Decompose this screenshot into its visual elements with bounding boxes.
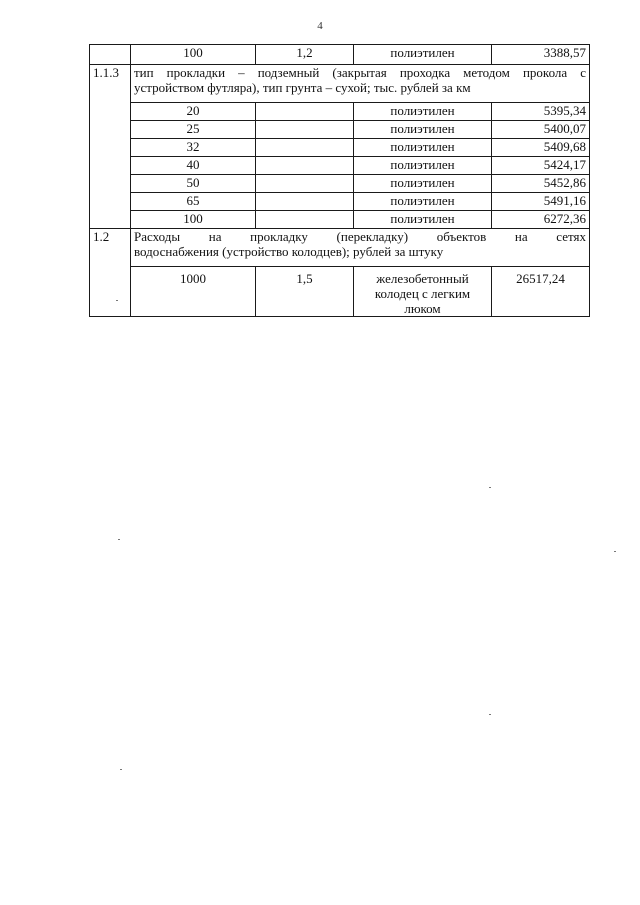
scan-speck xyxy=(489,714,491,715)
material-cell: полиэтилен xyxy=(354,175,492,193)
section-number-cell: 1.2 xyxy=(90,229,131,317)
price-cell: 26517,24 xyxy=(492,267,590,317)
scan-speck xyxy=(118,539,120,540)
material-cell: полиэтилен xyxy=(354,157,492,175)
section-title-line: устройством футляра), тип грунта – сухой; тыс. рублей за км xyxy=(134,80,471,95)
scan-speck xyxy=(614,551,616,552)
section-title-line: Расходы на прокладку (перекладку) объектов на сетях xyxy=(134,229,586,244)
depth-cell xyxy=(256,121,354,139)
table-row xyxy=(90,139,590,157)
table-row xyxy=(90,157,590,175)
section-title-cell xyxy=(131,229,590,267)
table-row xyxy=(90,193,590,211)
diameter-cell: 50 xyxy=(131,175,256,193)
material-cell: полиэтилен xyxy=(354,121,492,139)
diameter-cell: 100 xyxy=(131,211,256,229)
diameter-cell: 20 xyxy=(131,103,256,121)
material-cell: полиэтилен xyxy=(354,45,492,65)
section-title-line: тип прокладки – подземный (закрытая проходка методом прокола с xyxy=(134,65,586,80)
price-cell: 5452,86 xyxy=(492,175,590,193)
diameter-cell: 40 xyxy=(131,157,256,175)
section-header-row xyxy=(90,65,590,103)
section-number-cell: 1.1.3 xyxy=(90,65,131,229)
diameter-cell: 100 xyxy=(131,45,256,65)
depth-cell xyxy=(256,175,354,193)
table-row xyxy=(90,175,590,193)
material-cell xyxy=(354,267,492,317)
material-line: железобетонный xyxy=(376,271,469,286)
depth-cell xyxy=(256,193,354,211)
table-row xyxy=(90,211,590,229)
page-number: 4 xyxy=(317,20,323,32)
scan-speck xyxy=(120,769,122,770)
section-title-line: водоснабжения (устройство колодцев); рублей за штуку xyxy=(134,244,444,259)
price-cell: 5491,16 xyxy=(492,193,590,211)
material-cell: полиэтилен xyxy=(354,211,492,229)
price-cell: 5424,17 xyxy=(492,157,590,175)
material-cell: полиэтилен xyxy=(354,193,492,211)
material-line: колодец с легким xyxy=(374,286,471,301)
material-cell: полиэтилен xyxy=(354,103,492,121)
diameter-cell: 65 xyxy=(131,193,256,211)
table-row xyxy=(90,121,590,139)
table-row xyxy=(90,45,590,65)
row-number-cell xyxy=(90,45,131,65)
depth-cell xyxy=(256,103,354,121)
diameter-cell: 25 xyxy=(131,121,256,139)
depth-cell xyxy=(256,157,354,175)
price-cell: 6272,36 xyxy=(492,211,590,229)
material-line: люком xyxy=(404,301,441,316)
price-cell: 5395,34 xyxy=(492,103,590,121)
tariff-table xyxy=(89,44,590,317)
depth-cell xyxy=(256,211,354,229)
price-cell: 3388,57 xyxy=(492,45,590,65)
depth-cell: 1,5 xyxy=(256,267,354,317)
price-cell: 5400,07 xyxy=(492,121,590,139)
section-header-row xyxy=(90,229,590,267)
section-title-cell xyxy=(131,65,590,103)
table-row xyxy=(90,267,590,317)
table-row xyxy=(90,103,590,121)
depth-cell xyxy=(256,139,354,157)
scan-speck xyxy=(489,487,491,488)
diameter-cell: 1000 xyxy=(131,267,256,317)
scan-speck xyxy=(116,300,118,301)
diameter-cell: 32 xyxy=(131,139,256,157)
depth-cell: 1,2 xyxy=(256,45,354,65)
material-cell: полиэтилен xyxy=(354,139,492,157)
price-cell: 5409,68 xyxy=(492,139,590,157)
